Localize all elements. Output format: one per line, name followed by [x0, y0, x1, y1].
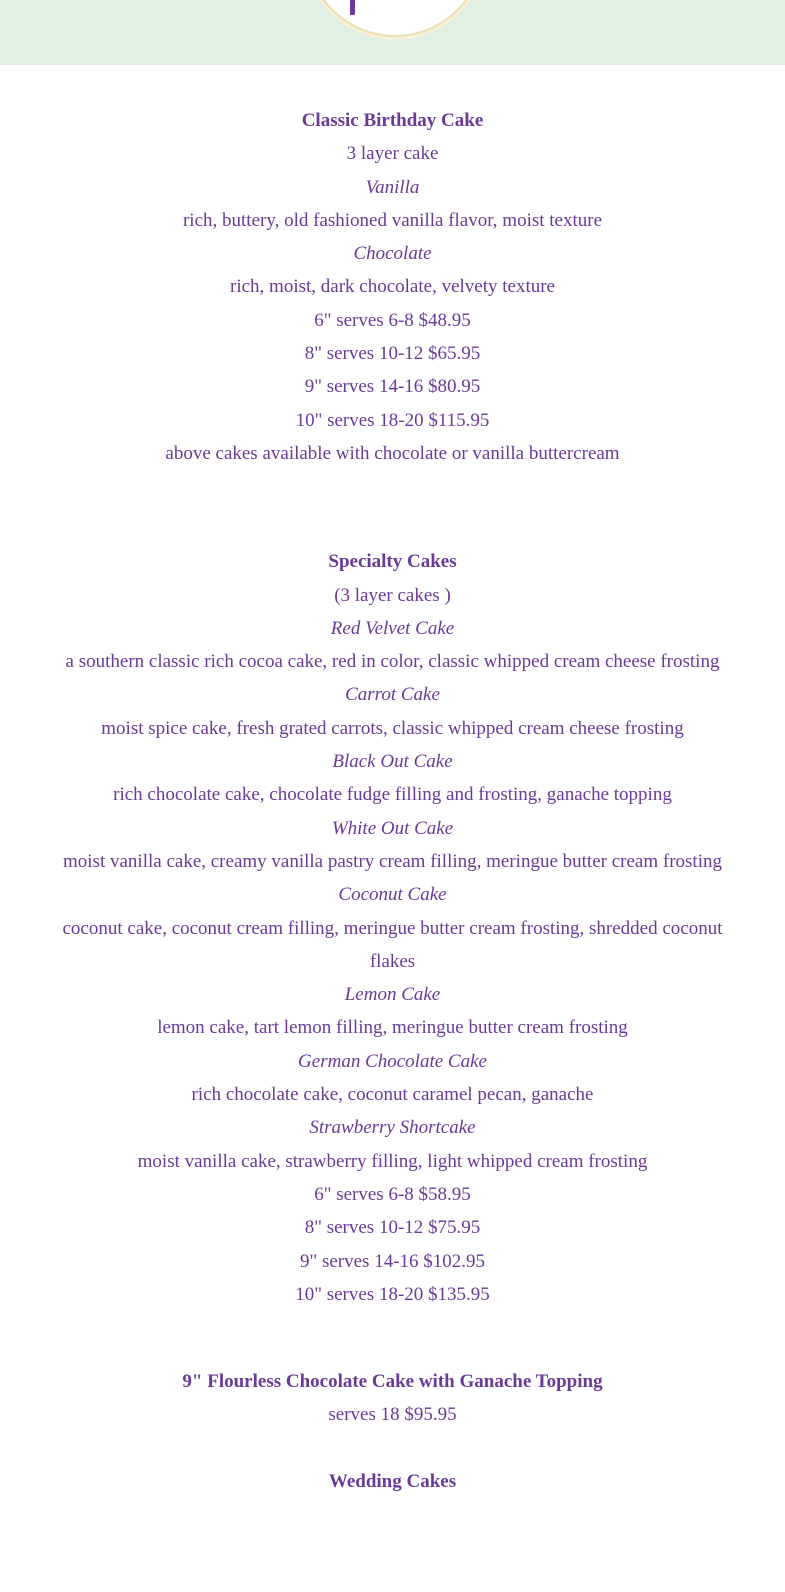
section-subtitle: (3 layer cakes ) [334, 584, 451, 606]
section-title: Classic Birthday Cake [301, 110, 484, 131]
flavor-description: rich, moist, dark chocolate, velvety texture [230, 276, 555, 298]
cake-description: rich chocolate cake, coconut caramel pecan, ganache [191, 1084, 594, 1106]
bakery-logo[interactable] [303, 0, 487, 37]
price-line: 10" serves 18-20 $115.95 [295, 409, 490, 431]
cake-description: moist vanilla cake, strawberry filling, light whipped cream frosting [137, 1150, 648, 1172]
cake-name: Coconut Cake [338, 884, 447, 906]
cake-description: lemon cake, tart lemon filling, meringue butter cream frosting [157, 1017, 628, 1039]
cake-description: moist spice cake, fresh grated carrots, classic whipped cream cheese frosting [101, 717, 684, 739]
price-line: 8" serves 10-12 $75.95 [304, 1217, 481, 1239]
price-line: 9" serves 14-16 $80.95 [304, 376, 481, 398]
price-line: serves 18 $95.95 [328, 1404, 457, 1426]
wedding-section [0, 1465, 785, 1498]
flavor-name: Vanilla [365, 176, 420, 198]
cake-name: Carrot Cake [345, 684, 440, 706]
section-spacer [0, 1311, 785, 1365]
cake-description: a southern classic rich cocoa cake, red in color, classic whipped cream cheese frosting [65, 651, 720, 673]
price-line: 9" serves 14-16 $102.95 [299, 1250, 486, 1272]
section-title: Specialty Cakes [328, 551, 457, 573]
price-line: 6" serves 6-8 $48.95 [314, 309, 471, 331]
cake-name: Black Out Cake [332, 751, 453, 773]
section-title: Wedding Cakes [328, 1470, 457, 1492]
section-title: 9" Flourless Chocolate Cake with Ganache Topping [182, 1371, 603, 1393]
menu-content [0, 104, 785, 1498]
specialty-section [48, 545, 738, 1311]
cake-description: rich chocolate cake, chocolate fudge filling and frosting, ganache topping [113, 784, 672, 806]
classic-birthday-section [0, 104, 785, 470]
cake-name: German Chocolate Cake [298, 1050, 487, 1072]
cake-name: Lemon Cake [344, 984, 441, 1006]
section-subtitle: 3 layer cake [346, 143, 439, 165]
flavor-name: Chocolate [353, 243, 432, 265]
section-spacer [0, 470, 785, 545]
bakery-logo-icon [350, 0, 355, 15]
price-line: 6" serves 6-8 $58.95 [314, 1183, 471, 1205]
cake-name: Strawberry Shortcake [309, 1117, 476, 1139]
header-band [0, 0, 785, 65]
flavor-description: rich, buttery, old fashioned vanilla flavor, moist texture [182, 209, 603, 231]
price-line: 8" serves 10-12 $65.95 [304, 343, 481, 365]
cake-name: Red Velvet Cake [330, 617, 455, 639]
cake-description: coconut cake, coconut cream filling, meringue butter cream frosting, shredded coconut flakes [62, 917, 723, 972]
cake-name: White Out Cake [331, 817, 454, 839]
section-spacer [0, 1432, 785, 1465]
buttercream-note: above cakes available with chocolate or vanilla buttercream [165, 442, 620, 464]
cake-description: moist vanilla cake, creamy vanilla pastry cream filling, meringue butter cream frosting [63, 850, 722, 872]
price-line: 10" serves 18-20 $135.95 [295, 1283, 490, 1305]
flourless-section [0, 1365, 785, 1432]
